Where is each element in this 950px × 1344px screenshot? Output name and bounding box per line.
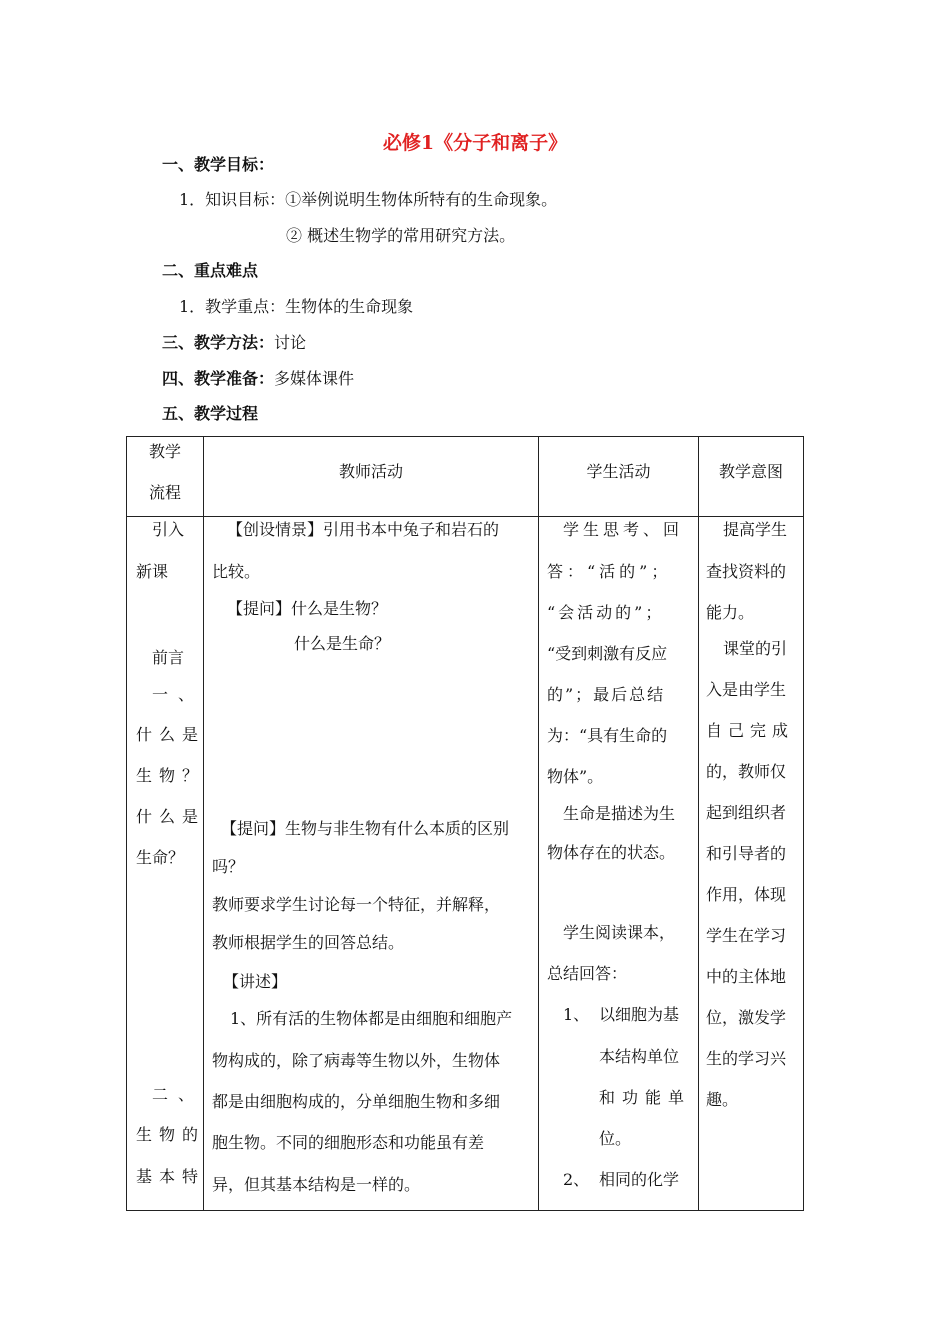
- objective-item-2: ② 概述生物学的常用研究方法。: [286, 226, 516, 245]
- intent-line: 能力。: [706, 603, 755, 622]
- teacher-line: 比较。: [212, 562, 261, 581]
- flow-cell: [127, 517, 204, 1211]
- section-3-heading: 三、教学方法：: [162, 333, 275, 352]
- student-line: 为：“具有生命的: [547, 726, 668, 745]
- flow-line: 生物？: [136, 766, 206, 785]
- flow-line: 引入: [152, 520, 185, 539]
- intent-line: 和引导者的: [706, 844, 787, 863]
- intent-line: 课堂的引: [723, 639, 788, 658]
- student-line: 本结构单位: [599, 1047, 680, 1066]
- teacher-line: 都是由细胞构成的，分单细胞生物和多细: [212, 1092, 501, 1111]
- teacher-line: 胞生物。不同的细胞形态和功能虽有差: [212, 1133, 485, 1152]
- intent-line: 趣。: [706, 1090, 739, 1109]
- intent-line: 提高学生: [723, 520, 788, 539]
- intent-line: 起到组织者: [706, 803, 787, 822]
- header-teacher: [204, 437, 539, 517]
- teaching-process-table: [126, 436, 804, 1211]
- student-line: 学生思考、回: [563, 520, 684, 539]
- flow-line: 生命？: [136, 848, 185, 867]
- flow-line: 生物的: [136, 1125, 206, 1144]
- header-intent-label: 教学意图: [718, 462, 783, 481]
- intent-line: 查找资料的: [706, 562, 787, 581]
- header-intent: [699, 437, 804, 517]
- student-line: 相同的化学: [599, 1170, 680, 1189]
- teacher-line: 【创设情景】引用书本中兔子和岩石的: [227, 520, 500, 539]
- teaching-prep-value: 多媒体课件: [274, 369, 355, 388]
- student-line: 学生阅读课本，: [563, 923, 676, 942]
- flow-line: 基本特: [136, 1167, 206, 1186]
- intent-line: 的，教师仅: [706, 762, 787, 781]
- student-line: 物体存在的状态。: [547, 843, 676, 862]
- flow-line: 一、: [152, 685, 205, 704]
- student-line: 以细胞为基: [599, 1005, 680, 1024]
- intent-line: 生的学习兴: [706, 1049, 787, 1068]
- intent-line: 自己完成: [706, 721, 795, 740]
- teacher-line: 吗？: [212, 857, 245, 876]
- header-flow: [127, 437, 204, 517]
- intent-line: 作用，体现: [706, 885, 787, 904]
- teacher-line: 异，但其基本结构是一样的。: [212, 1175, 421, 1194]
- student-list-number: 2、: [563, 1170, 590, 1189]
- section-4: [162, 369, 354, 389]
- teaching-intent-cell: [699, 517, 804, 1211]
- header-student: [539, 437, 699, 517]
- student-line: 生命是描述为生: [563, 804, 676, 823]
- intent-line: 学生在学习: [706, 926, 787, 945]
- header-flow-line2: 流程: [148, 483, 181, 502]
- student-list-number: 1、: [563, 1005, 590, 1024]
- header-student-label: 学生活动: [586, 462, 651, 481]
- document-title: 必修1《分子和离子》: [382, 132, 568, 154]
- intent-line: 中的主体地: [706, 967, 787, 986]
- section-1-heading: 一、教学目标：: [162, 155, 275, 174]
- teaching-method-value: 讨论: [274, 333, 307, 352]
- student-line: 物体”。: [547, 767, 604, 786]
- teacher-line: 教师要求学生讨论每一个特征，并解释，: [212, 895, 501, 914]
- student-line: 总结回答：: [547, 964, 628, 983]
- header-flow-line1: 教学: [148, 442, 181, 461]
- header-teacher-label: 教师活动: [338, 462, 403, 481]
- section-2-heading: 二、重点难点: [162, 261, 259, 280]
- teacher-line: 【讲述】: [223, 972, 288, 991]
- objective-item-1: 1．知识目标：①举例说明生物体所特有的生命现象。: [179, 190, 558, 209]
- teacher-line: 物构成的，除了病毒等生物以外，生物体: [212, 1051, 501, 1070]
- flow-line: 二、: [152, 1085, 205, 1104]
- student-line: “会活动的”；: [547, 603, 665, 622]
- section-3: [162, 333, 306, 353]
- teacher-line: 教师根据学生的回答总结。: [212, 933, 405, 952]
- teacher-line: 【提问】生物与非生物有什么本质的区别: [221, 819, 510, 838]
- intent-line: 位，激发学: [706, 1008, 787, 1027]
- teacher-line: 【提问】什么是生物？: [227, 599, 388, 618]
- flow-line: 前言: [152, 648, 185, 667]
- teacher-activity-cell: [204, 517, 539, 1211]
- teacher-line: 1、所有活的生物体都是由细胞和细胞产: [230, 1009, 513, 1028]
- flow-line: 什么是: [136, 807, 206, 826]
- intent-line: 入是由学生: [706, 680, 787, 699]
- section-5-heading: 五、教学过程: [162, 404, 259, 423]
- student-line: “受到刺激有反应: [547, 644, 668, 663]
- student-line: 位。: [599, 1129, 632, 1148]
- student-line: 答：“活的”；: [547, 562, 672, 581]
- student-line: 和功能单: [599, 1088, 692, 1107]
- student-activity-cell: [539, 517, 699, 1211]
- teacher-line: 什么是生命？: [294, 634, 391, 653]
- student-line: 的”；最后总结: [547, 685, 666, 704]
- section-4-heading: 四、教学准备：: [162, 369, 275, 388]
- flow-line: 新课: [136, 562, 169, 581]
- key-point-item: 1．教学重点：生物体的生命现象: [179, 297, 414, 316]
- flow-line: 什么是: [136, 725, 206, 744]
